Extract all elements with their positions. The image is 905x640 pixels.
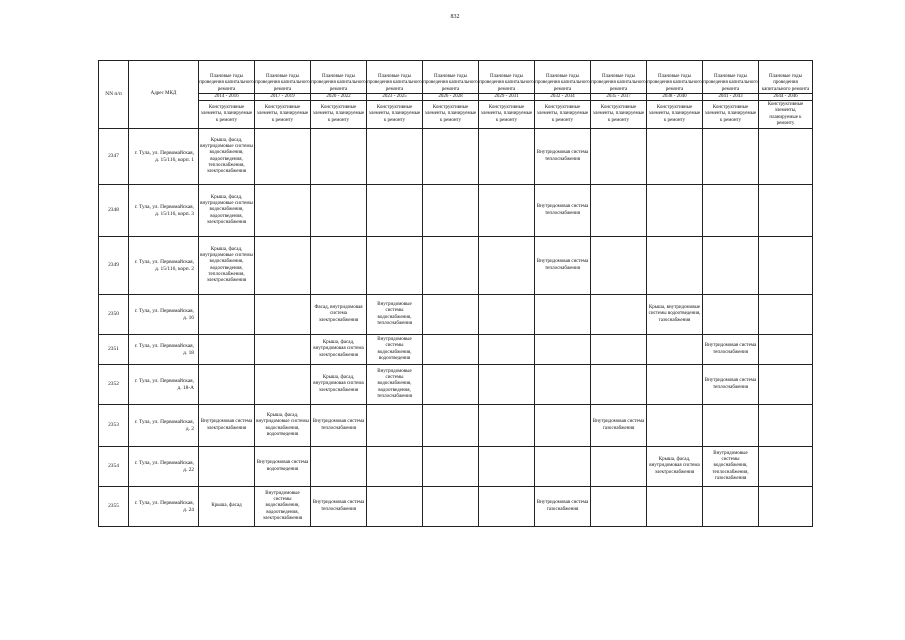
header-period-title: Плановые годы проведения капитального ремонта xyxy=(199,74,254,92)
row-cell-2035-2037 xyxy=(591,335,647,365)
row-number: 2351 xyxy=(99,335,129,365)
row-cell-2041-2043: Внутридомовая система теплоснабжения xyxy=(703,335,759,365)
row-cell-2035-2037 xyxy=(591,185,647,237)
table-row xyxy=(99,447,813,487)
header-period-6 xyxy=(535,61,591,101)
header-nn: NN п/п xyxy=(99,61,129,129)
row-address: г. Тула, ул. Первомайская, д. 18 xyxy=(129,335,199,365)
row-cell-2026-2028 xyxy=(423,447,479,487)
row-number: 2349 xyxy=(99,237,129,295)
row-cell-2041-2043 xyxy=(703,237,759,295)
row-cell-2029-2031 xyxy=(479,405,535,447)
row-number: 2354 xyxy=(99,447,129,487)
row-cell-2023-2025 xyxy=(367,405,423,447)
header-period-years: 2038 - 2040 xyxy=(647,93,703,100)
row-cell-2041-2043 xyxy=(703,185,759,237)
row-cell-2044-2046 xyxy=(759,237,813,295)
row-cell-2038-2040 xyxy=(647,487,703,527)
row-cell-2044-2046 xyxy=(759,335,813,365)
page-number: 832 xyxy=(450,14,460,20)
row-cell-2041-2043 xyxy=(703,295,759,335)
row-cell-2014-2016 xyxy=(199,335,255,365)
row-cell-2041-2043: Внутридомовые системы водоснабжения, теплоснабжения, газоснабжения xyxy=(703,447,759,487)
header-elements-6: Конструктивные элементы, планируемые к ремонту xyxy=(535,101,591,129)
header-period-0 xyxy=(199,61,255,101)
header-period-title: Плановые годы проведения капитального ремонта xyxy=(311,74,366,92)
row-cell-2044-2046 xyxy=(759,487,813,527)
row-cell-2041-2043: Внутридомовая система теплоснабжения xyxy=(703,365,759,405)
row-cell-2035-2037 xyxy=(591,447,647,487)
row-number: 2348 xyxy=(99,185,129,237)
row-cell-2020-2022 xyxy=(311,185,367,237)
row-cell-2029-2031 xyxy=(479,335,535,365)
table-row xyxy=(99,405,813,447)
row-cell-2032-2034 xyxy=(535,365,591,405)
row-cell-2029-2031 xyxy=(479,295,535,335)
header-elements-7: Конструктивные элементы, планируемые к ремонту xyxy=(591,101,647,129)
header-row-elements xyxy=(99,101,813,129)
row-cell-2026-2028 xyxy=(423,487,479,527)
row-cell-2044-2046 xyxy=(759,129,813,185)
header-period-title: Плановые годы проведения капитального ремонта xyxy=(255,74,310,92)
header-period-title: Плановые годы проведения капитального ремонта xyxy=(761,74,810,92)
row-cell-2014-2016 xyxy=(199,295,255,335)
row-cell-2020-2022 xyxy=(311,237,367,295)
header-period-1 xyxy=(255,61,311,101)
row-cell-2017-2019: Внутридомовые системы водоснабжения, водоотведения, электроснабжения xyxy=(255,487,311,527)
row-cell-2035-2037 xyxy=(591,295,647,335)
row-cell-2038-2040 xyxy=(647,365,703,405)
row-cell-2041-2043 xyxy=(703,129,759,185)
header-period-9 xyxy=(703,61,759,101)
row-cell-2020-2022: Внутридомовая система теплоснабжения xyxy=(311,405,367,447)
row-cell-2026-2028 xyxy=(423,365,479,405)
row-address: г. Тула, ул. Первомайская, д. 15/116, корп. 3 xyxy=(129,185,199,237)
row-cell-2032-2034 xyxy=(535,405,591,447)
header-period-years: 2041 - 2043 xyxy=(703,93,759,100)
row-cell-2020-2022: Внутридомовая система теплоснабжения xyxy=(311,487,367,527)
row-address: г. Тула, ул. Первомайская, д. 18-А xyxy=(129,365,199,405)
row-cell-2014-2016: Внутридомовая система электроснабжения xyxy=(199,405,255,447)
row-cell-2038-2040 xyxy=(647,237,703,295)
row-cell-2026-2028 xyxy=(423,405,479,447)
row-cell-2032-2034 xyxy=(535,447,591,487)
row-cell-2023-2025 xyxy=(367,487,423,527)
row-cell-2020-2022: Крыша, фасад, внутридомовая система электроснабжения xyxy=(311,365,367,405)
header-period-title: Плановые годы проведения капитального ремонта xyxy=(423,74,478,92)
row-cell-2020-2022 xyxy=(311,447,367,487)
table-row xyxy=(99,365,813,405)
header-period-8 xyxy=(647,61,703,101)
header-period-years: 2026 - 2028 xyxy=(423,93,479,100)
row-cell-2035-2037 xyxy=(591,487,647,527)
row-cell-2041-2043 xyxy=(703,487,759,527)
row-cell-2023-2025 xyxy=(367,185,423,237)
row-cell-2038-2040 xyxy=(647,185,703,237)
row-address: г. Тула, ул. Первомайская, д. 15/116, корп. 1 xyxy=(129,129,199,185)
table-row xyxy=(99,185,813,237)
header-elements-10: Конструктивные элементы, планируемые к ремонту xyxy=(759,101,813,129)
row-cell-2029-2031 xyxy=(479,447,535,487)
row-cell-2035-2037: Внутридомовая система газоснабжения xyxy=(591,405,647,447)
row-cell-2038-2040 xyxy=(647,335,703,365)
row-cell-2026-2028 xyxy=(423,335,479,365)
row-number: 2352 xyxy=(99,365,129,405)
header-elements-2: Конструктивные элементы, планируемые к ремонту xyxy=(311,101,367,129)
row-cell-2032-2034 xyxy=(535,335,591,365)
row-cell-2020-2022 xyxy=(311,129,367,185)
row-cell-2044-2046 xyxy=(759,405,813,447)
row-cell-2029-2031 xyxy=(479,487,535,527)
header-elements-3: Конструктивные элементы, планируемые к ремонту xyxy=(367,101,423,129)
header-period-3 xyxy=(367,61,423,101)
row-cell-2032-2034: Внутридомовая система газоснабжения xyxy=(535,487,591,527)
row-cell-2023-2025: Внутридомовые системы водоснабжения, теплоснабжения xyxy=(367,295,423,335)
row-cell-2017-2019 xyxy=(255,129,311,185)
row-cell-2014-2016: Крыша, фасад xyxy=(199,487,255,527)
row-number: 2350 xyxy=(99,295,129,335)
row-address: г. Тула, ул. Первомайская, д. 15/116, корп. 2 xyxy=(129,237,199,295)
row-cell-2026-2028 xyxy=(423,129,479,185)
header-elements-4: Конструктивные элементы, планируемые к ремонту xyxy=(423,101,479,129)
row-number: 2347 xyxy=(99,129,129,185)
row-cell-2023-2025 xyxy=(367,237,423,295)
row-cell-2038-2040: Крыша, фасад, внутридомовая система электроснабжения xyxy=(647,447,703,487)
row-cell-2020-2022: Фасад, внутридомовая система электроснабжения xyxy=(311,295,367,335)
header-address: Адрес МКД xyxy=(129,61,199,129)
row-cell-2038-2040: Крыша, внутридомовые системы водоотведения, газоснабжения xyxy=(647,295,703,335)
header-period-2 xyxy=(311,61,367,101)
row-cell-2044-2046 xyxy=(759,447,813,487)
row-cell-2029-2031 xyxy=(479,237,535,295)
header-period-years: 2023 - 2025 xyxy=(367,93,423,100)
row-cell-2017-2019: Крыша, фасад, внутридомовые системы водоснабжения, водоотведения xyxy=(255,405,311,447)
row-cell-2014-2016 xyxy=(199,365,255,405)
row-cell-2026-2028 xyxy=(423,237,479,295)
row-cell-2023-2025 xyxy=(367,447,423,487)
row-cell-2038-2040 xyxy=(647,405,703,447)
header-period-years: 2032 - 2034 xyxy=(535,93,591,100)
row-number: 2353 xyxy=(99,405,129,447)
header-period-years: 2017 - 2019 xyxy=(255,93,311,100)
row-cell-2023-2025 xyxy=(367,129,423,185)
header-period-4 xyxy=(423,61,479,101)
header-elements-1: Конструктивные элементы, планируемые к ремонту xyxy=(255,101,311,129)
row-cell-2017-2019 xyxy=(255,335,311,365)
row-cell-2032-2034: Внутридомовая система теплоснабжения xyxy=(535,237,591,295)
row-cell-2026-2028 xyxy=(423,295,479,335)
header-period-years: 2029 - 2031 xyxy=(479,93,535,100)
row-cell-2014-2016: Крыша, фасад, внутридомовые системы водоснабжения, водоотведения, электроснабжения xyxy=(199,185,255,237)
row-cell-2044-2046 xyxy=(759,365,813,405)
row-cell-2017-2019 xyxy=(255,237,311,295)
header-period-title: Плановые годы проведения капитального ремонта xyxy=(703,74,758,92)
header-row-periods xyxy=(99,61,813,101)
row-cell-2038-2040 xyxy=(647,129,703,185)
table-row xyxy=(99,335,813,365)
row-address: г. Тула, ул. Первомайская, д. 16 xyxy=(129,295,199,335)
header-period-5 xyxy=(479,61,535,101)
row-cell-2032-2034: Внутридомовая система теплоснабжения xyxy=(535,129,591,185)
header-elements-0: Конструктивные элементы, планируемые к ремонту xyxy=(199,101,255,129)
header-period-title: Плановые годы проведения капитального ремонта xyxy=(479,74,534,92)
header-elements-8: Конструктивные элементы, планируемые к ремонту xyxy=(647,101,703,129)
row-cell-2029-2031 xyxy=(479,129,535,185)
row-cell-2044-2046 xyxy=(759,295,813,335)
header-elements-9: Конструктивные элементы, планируемые к ремонту xyxy=(703,101,759,129)
row-cell-2032-2034 xyxy=(535,295,591,335)
header-period-10 xyxy=(759,61,813,101)
row-cell-2017-2019 xyxy=(255,365,311,405)
row-cell-2035-2037 xyxy=(591,237,647,295)
row-cell-2017-2019: Внутридомовая система водоотведения xyxy=(255,447,311,487)
header-period-years: 2020 - 2022 xyxy=(311,93,367,100)
row-cell-2023-2025: Внутридомовые системы водоснабжения, водоотведения xyxy=(367,335,423,365)
row-address: г. Тула, ул. Первомайская, д. 2 xyxy=(129,405,199,447)
row-cell-2020-2022: Крыша, фасад, внутридомовая система электроснабжения xyxy=(311,335,367,365)
table-row xyxy=(99,295,813,335)
row-number: 2355 xyxy=(99,487,129,527)
header-period-title: Плановые годы проведения капитального ремонта xyxy=(535,74,590,92)
row-cell-2032-2034: Внутридомовая система теплоснабжения xyxy=(535,185,591,237)
table-row xyxy=(99,487,813,527)
row-cell-2014-2016: Крыша, фасад, внутридомовые системы водоснабжения, водоотведения, теплоснабжения, электроснабжения xyxy=(199,237,255,295)
row-cell-2044-2046 xyxy=(759,185,813,237)
header-period-title: Плановые годы проведения капитального ремонта xyxy=(367,74,422,92)
row-cell-2029-2031 xyxy=(479,365,535,405)
header-elements-5: Конструктивные элементы, планируемые к ремонту xyxy=(479,101,535,129)
capital-repair-table xyxy=(98,60,813,527)
row-cell-2017-2019 xyxy=(255,185,311,237)
table-row xyxy=(99,237,813,295)
row-cell-2026-2028 xyxy=(423,185,479,237)
header-period-years: 2044 - 2046 xyxy=(759,93,813,100)
row-cell-2029-2031 xyxy=(479,185,535,237)
row-address: г. Тула, ул. Первомайская, д. 22 xyxy=(129,447,199,487)
row-cell-2014-2016 xyxy=(199,447,255,487)
header-period-title: Плановые годы проведения капитального ремонта xyxy=(647,74,702,92)
header-period-years: 2014 - 2016 xyxy=(199,93,255,100)
row-cell-2035-2037 xyxy=(591,129,647,185)
row-cell-2017-2019 xyxy=(255,295,311,335)
row-cell-2023-2025: Внутридомовые системы водоснабжения, водоотведения, теплоснабжения xyxy=(367,365,423,405)
row-cell-2014-2016: Крыша, фасад, внутридомовые системы водоснабжения, водоотведения, теплоснабжения, электроснабжения xyxy=(199,129,255,185)
row-address: г. Тула, ул. Первомайская, д. 24 xyxy=(129,487,199,527)
header-period-title: Плановые годы проведения капитального ремонта xyxy=(591,74,646,92)
header-period-7 xyxy=(591,61,647,101)
table-row xyxy=(99,129,813,185)
row-cell-2035-2037 xyxy=(591,365,647,405)
row-cell-2041-2043 xyxy=(703,405,759,447)
header-period-years: 2035 - 2037 xyxy=(591,93,647,100)
